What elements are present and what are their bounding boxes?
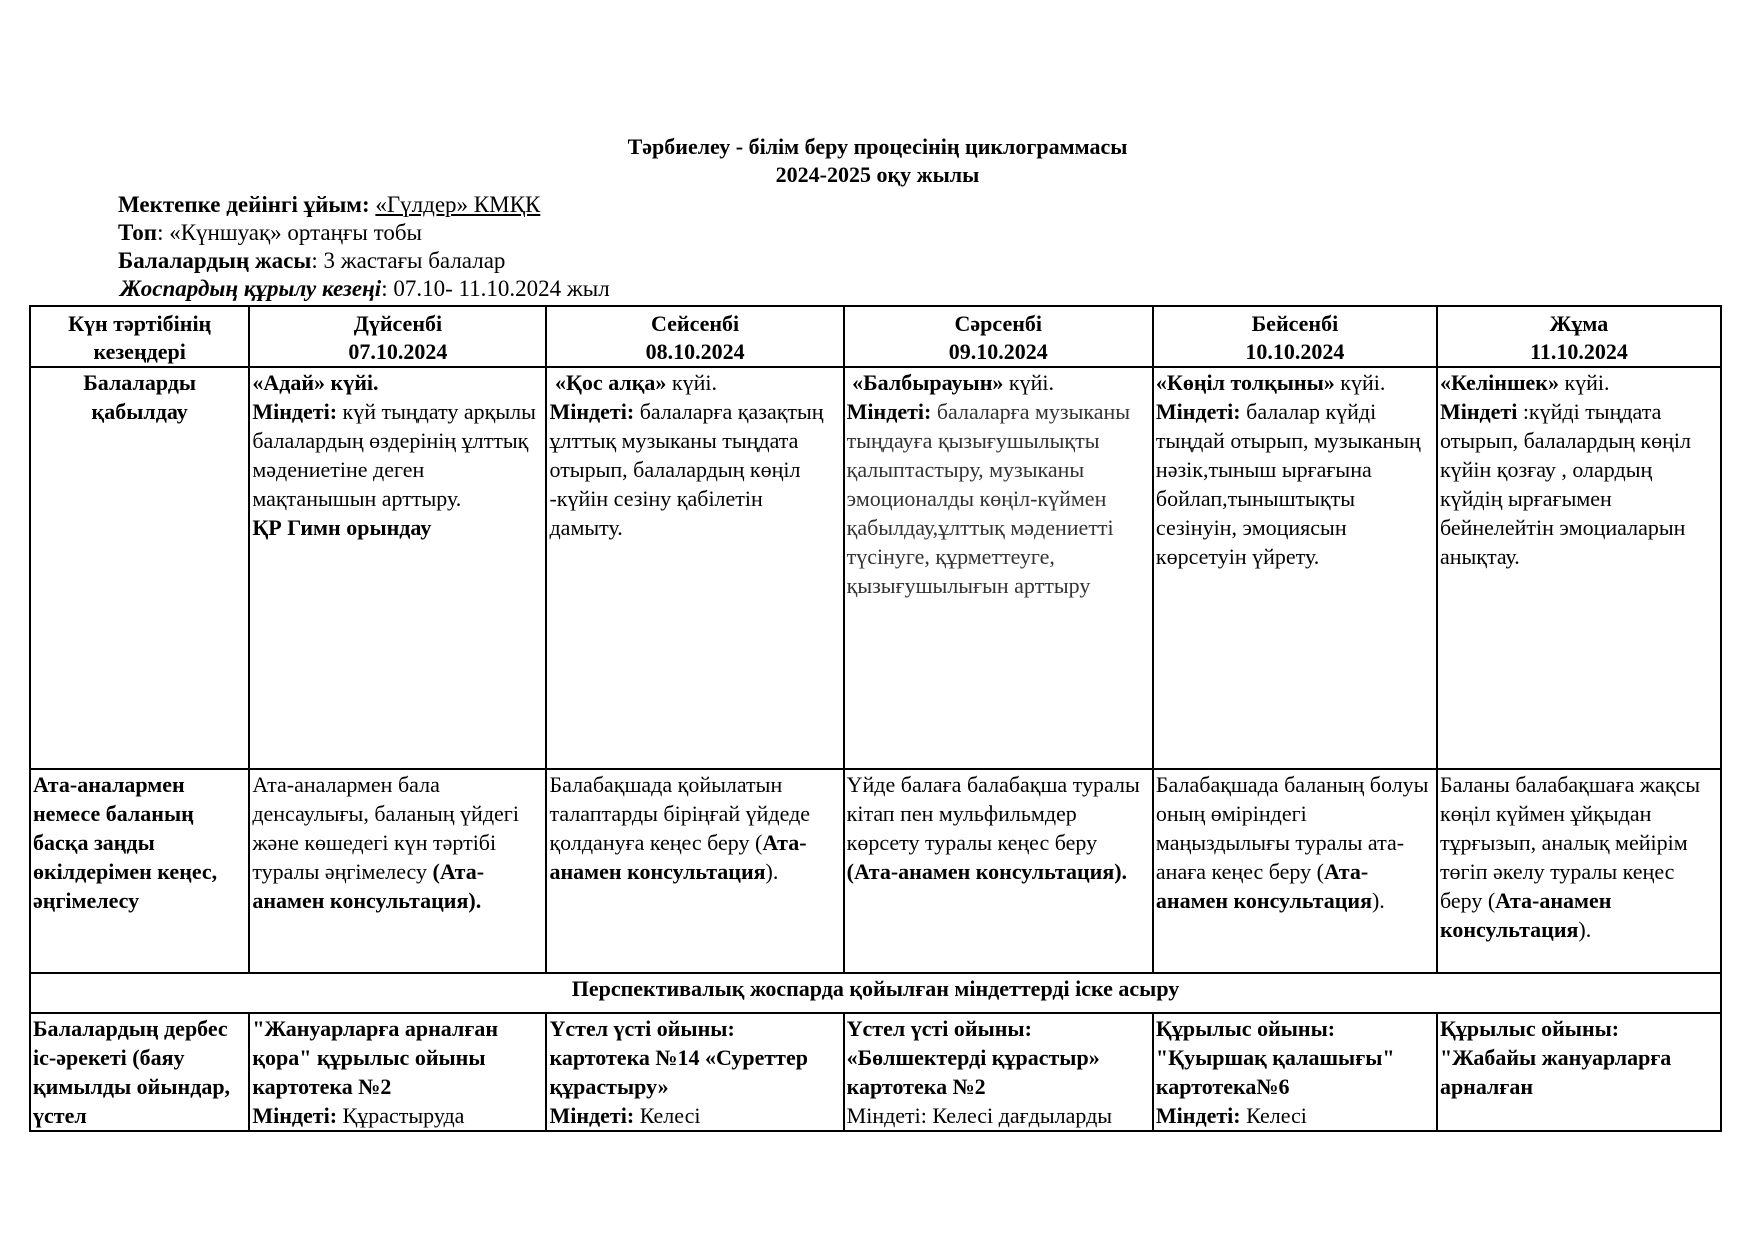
- period-value: : 07.10- 11.10.2024 жыл: [381, 276, 610, 301]
- age-label: Балалардың жасы: [118, 248, 312, 273]
- document-title: Тәрбиелеу - білім беру процесінің циклограммасы: [627, 134, 1128, 159]
- stage-activity: Балалардың дербес іс-әрекеті (баяу қимылды ойындар, үстел: [30, 1013, 249, 1131]
- day-header-tuesday: Сейсенбі 08.10.2024: [546, 306, 843, 367]
- day-header-thursday: Бейсенбі 10.10.2024: [1153, 306, 1437, 367]
- welcome-cell-wednesday: «Балбырауын» күйі. Міндеті: балаларға музыканы тыңдауға қызығушылықты қалыптастыру, музыканы эмоционалды көңіл-күймен қабылдау,ұлттық мәдениетті түсінуге, құрметтеуге, қызығушылығын арттыру: [844, 367, 1153, 769]
- organization-label: Мектепке дейінгі ұйым:: [118, 192, 370, 217]
- welcome-cell-tuesday: «Қос алқа» күйі. Міндеті: балаларға қазақтың ұлттық музыканы тыңдата отырып, балалардың көңіл -күйін сезіну қабілетін дамыту.: [546, 367, 843, 769]
- day-header-friday: Жұма 11.10.2024: [1437, 306, 1721, 367]
- section-row: [30, 973, 1721, 1013]
- activity-cell-thursday: Құрылыс ойыны: "Қуыршақ қалашығы" картотека№6 Міндеті: Келесі: [1153, 1013, 1437, 1131]
- cyclogram-table: [29, 305, 1722, 1132]
- table-header-row: [30, 306, 1721, 367]
- activity-cell-friday: Құрылыс ойыны: "Жабайы жануарларға арналған: [1437, 1013, 1721, 1131]
- stage-welcome: Балаларды қабылдау: [30, 367, 249, 769]
- activity-cell-wednesday: Үстел үсті ойыны: «Бөлшектерді құрастыр» картотека №2 Міндеті: Келесі дағдыларды: [844, 1013, 1153, 1131]
- welcome-cell-monday: «Адай» күйі. Міндеті: күй тыңдату арқылы балалардың өздерінің ұлттық мәдениетіне деген мақтанышын арттыру. ҚР Гимн орындау: [249, 367, 546, 769]
- group-label: Топ: [118, 220, 158, 245]
- period-label: Жоспардың құрылу кезеңі: [120, 276, 382, 301]
- period-line: [120, 275, 610, 303]
- parents-cell-friday: Баланы балабақшаға жақсы көңіл күймен ұйқыдан тұрғызып, аналық мейірім төгіп әкелу туралы кеңес беру (Ата-анамен консультация).: [1437, 769, 1721, 973]
- group-line: [118, 219, 422, 247]
- stage-parents: Ата-аналармен немесе баланың басқа заңды өкілдерімен кеңес, әңгімелесу: [30, 769, 249, 973]
- welcome-cell-thursday: «Көңіл толқыны» күйі. Міндеті: балалар күйді тыңдай отырып, музыканың нәзік,тыныш ырғағына бойлап,тыныштықты сезінуін, эмоциясын көрсетуін үйрету.: [1153, 367, 1437, 769]
- parents-cell-thursday: Балабақшада баланың болуы оның өміріндегі маңыздылығы туралы ата-анаға кеңес беру (Ата-анамен консультация).: [1153, 769, 1437, 973]
- activity-cell-monday: "Жануарларға арналған қора" құрылыс ойыны картотека №2 Міндеті: Құрастыруда: [249, 1013, 546, 1131]
- welcome-row: [30, 367, 1721, 769]
- age-line: [118, 247, 505, 275]
- activity-row: [30, 1013, 1721, 1131]
- organization-line: [118, 191, 540, 219]
- section-title: Перспективалық жоспарда қойылған міндеттерді іске асыру: [30, 973, 1721, 1013]
- stage-column-header: Күн тәртібінің кезеңдері: [30, 306, 249, 367]
- age-value: : 3 жастағы балалар: [311, 248, 506, 273]
- parents-cell-tuesday: Балабақшада қойылатын талаптарды біріңғай үйдеде қолдануға кеңес беру (Ата-анамен консультация).: [546, 769, 843, 973]
- parents-row: [30, 769, 1721, 973]
- activity-cell-tuesday: Үстел үсті ойыны: картотека №14 «Суреттер құрастыру» Міндеті: Келесі: [546, 1013, 843, 1131]
- day-header-monday: Дүйсенбі 07.10.2024: [249, 306, 546, 367]
- welcome-cell-friday: «Келіншек» күйі. Міндеті :күйді тыңдата отырып, балалардың көңіл күйін қозғау , олардың күйдің ырғағымен бейнелейтін эмоциаларын анықтау.: [1437, 367, 1721, 769]
- parents-cell-monday: Ата-аналармен бала денсаулығы, баланың үйдегі және көшедегі күн тәртібі туралы әңгімелесу (Ата-анамен консультация).: [249, 769, 546, 973]
- organization-value: «Гүлдер» КМҚК: [375, 192, 541, 217]
- parents-cell-wednesday: Үйде балаға балабақша туралы кітап пен мульфильмдер көрсету туралы кеңес беру (Ата-анамен консультация).: [844, 769, 1153, 973]
- day-header-wednesday: Сәрсенбі 09.10.2024: [844, 306, 1153, 367]
- group-value: : «Күншуақ» ортаңғы тобы: [157, 220, 422, 245]
- academic-year: 2024-2025 оқу жылы: [775, 162, 980, 187]
